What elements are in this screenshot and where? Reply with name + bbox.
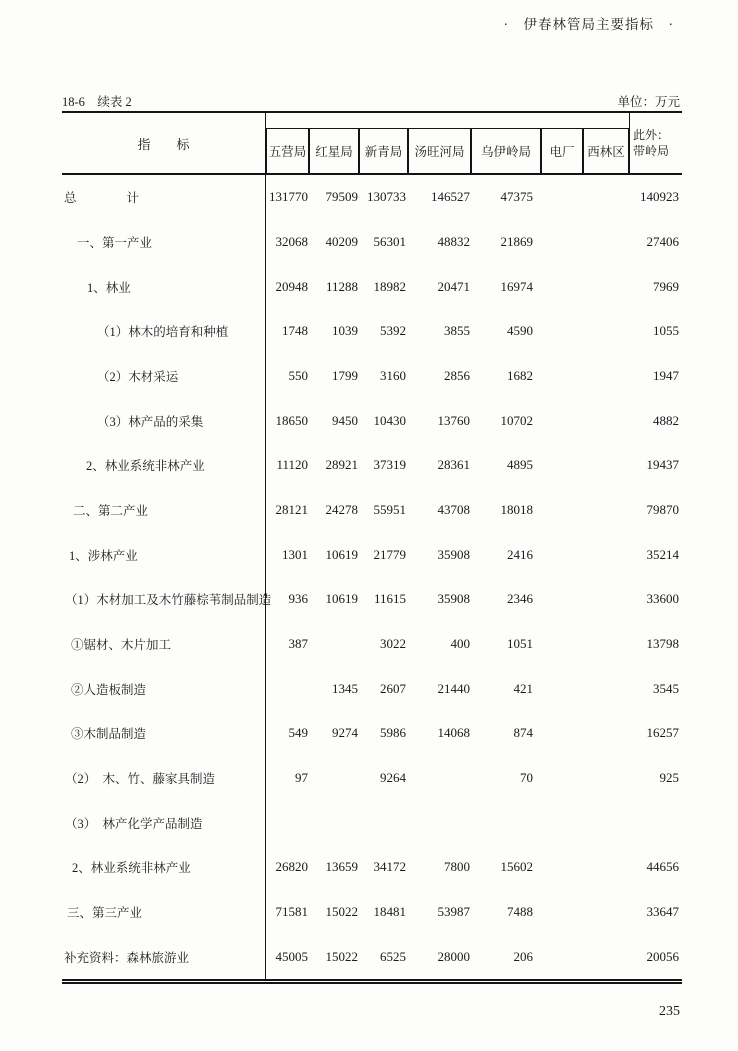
value-cell: 18650	[275, 412, 308, 428]
value-cell: 130733	[367, 189, 406, 205]
value-cell	[541, 532, 583, 577]
row-label: 一、第一产业	[62, 220, 266, 265]
table-row	[62, 756, 682, 801]
value-cell: 874	[513, 725, 533, 741]
value-cell: 140923	[640, 189, 679, 205]
value-cell	[541, 443, 583, 488]
value-cell: 2346	[507, 591, 533, 607]
value-cell: 18481	[373, 904, 406, 920]
column-header-cells	[266, 128, 629, 173]
value-cell: 9274	[332, 725, 358, 741]
table-row	[62, 398, 682, 443]
value-cell: 7969	[653, 278, 679, 294]
extra-column-header	[629, 113, 682, 173]
value-cell: 13798	[646, 636, 679, 652]
value-cell: 1947	[653, 368, 679, 384]
row-label: ③木制品制造	[62, 711, 266, 756]
row-label: ①锯材、木片加工	[62, 622, 266, 667]
value-cell	[583, 443, 629, 488]
table-row	[62, 175, 682, 220]
row-label: （2） 木、竹、藤家具制造	[62, 756, 266, 801]
value-cell	[629, 800, 682, 845]
row-label: 二、第二产业	[62, 488, 266, 533]
value-cell: 18018	[500, 502, 533, 518]
column-header: 新青局	[359, 128, 408, 173]
value-cell: 24278	[325, 502, 358, 518]
column-header: 乌伊岭局	[471, 128, 541, 173]
table-row	[62, 577, 682, 622]
value-cell: 44656	[646, 859, 679, 875]
value-cell	[541, 577, 583, 622]
value-cell: 550	[288, 368, 308, 384]
value-cell: 3160	[380, 368, 406, 384]
column-header: 西林区	[583, 128, 629, 173]
value-cell: 1799	[332, 368, 358, 384]
column-header: 电厂	[541, 128, 583, 173]
value-cell	[541, 398, 583, 443]
value-cell: 7488	[507, 904, 533, 920]
value-cell: 421	[513, 680, 533, 696]
value-cell: 9264	[380, 770, 406, 786]
value-cell: 1301	[282, 546, 308, 562]
header-spacer-strip	[266, 113, 629, 128]
value-cell: 1055	[653, 323, 679, 339]
value-cell	[583, 890, 629, 935]
value-cell: 400	[450, 636, 470, 652]
value-cell: 37319	[373, 457, 406, 473]
value-cell: 71581	[275, 904, 308, 920]
row-label: （1）林木的培育和种植	[62, 309, 266, 354]
table-row	[62, 443, 682, 488]
value-cell: 15022	[325, 904, 358, 920]
value-cell: 11120	[276, 457, 308, 473]
row-label: 1、涉林产业	[62, 532, 266, 577]
value-cell	[583, 845, 629, 890]
value-cell: 1682	[507, 368, 533, 384]
value-cell: 549	[288, 725, 308, 741]
value-cell	[541, 845, 583, 890]
value-cell	[583, 800, 629, 845]
value-cell: 47375	[500, 189, 533, 205]
value-cell: 146527	[431, 189, 470, 205]
value-cell	[541, 890, 583, 935]
table-row	[62, 309, 682, 354]
column-header: 红星局	[309, 128, 359, 173]
value-cell	[583, 488, 629, 533]
value-cell: 2416	[507, 546, 533, 562]
value-cell: 131770	[269, 189, 308, 205]
value-cell: 4895	[507, 457, 533, 473]
value-cell: 5986	[380, 725, 406, 741]
value-cell: 6525	[380, 948, 406, 964]
value-cell: 206	[513, 948, 533, 964]
value-cell	[583, 354, 629, 399]
row-label: 三、第三产业	[62, 890, 266, 935]
table-row	[62, 666, 682, 711]
value-cell	[541, 666, 583, 711]
table-row	[62, 532, 682, 577]
value-cell: 27406	[646, 234, 679, 249]
value-cell: 1051	[507, 636, 533, 652]
value-cell	[541, 622, 583, 667]
value-cell: 35908	[437, 591, 470, 607]
table-row	[62, 220, 682, 265]
value-cell	[583, 175, 629, 220]
value-cell: 34172	[373, 859, 406, 875]
value-cell: 3022	[380, 636, 406, 652]
value-cell: 32068	[275, 234, 308, 249]
value-cell: 28921	[325, 457, 358, 473]
value-cell: 16257	[646, 725, 679, 741]
value-cell: 2607	[380, 680, 406, 696]
value-cell: 11615	[373, 591, 406, 607]
table-body	[62, 175, 682, 979]
value-cell: 1748	[282, 323, 308, 339]
row-label: 2、林业系统非林产业	[62, 443, 266, 488]
table-row	[62, 264, 682, 309]
extra-header-line2: 带岭局	[633, 144, 670, 158]
extra-header-line1: 此外：	[633, 127, 670, 142]
value-cell: 15022	[325, 948, 358, 964]
table-row	[62, 934, 682, 979]
value-cell: 33647	[646, 904, 679, 920]
value-cell: 70	[520, 770, 533, 786]
column-header-area	[266, 113, 629, 173]
value-cell: 21440	[437, 680, 470, 696]
value-cell: 4590	[507, 323, 533, 339]
value-cell	[408, 800, 471, 845]
value-cell	[583, 934, 629, 979]
table-header	[62, 113, 682, 175]
value-cell	[408, 756, 471, 801]
row-label: 补充资料：森林旅游业	[62, 934, 266, 979]
value-cell: 1039	[332, 323, 358, 339]
value-cell: 14068	[437, 725, 470, 741]
table-row	[62, 890, 682, 935]
value-cell	[583, 577, 629, 622]
value-cell	[583, 532, 629, 577]
value-cell: 936	[288, 591, 308, 607]
value-cell	[266, 800, 309, 845]
table-number-label: 18-6 续表 2	[62, 95, 132, 109]
indicator-table	[62, 111, 682, 984]
value-cell	[541, 175, 583, 220]
value-cell	[583, 398, 629, 443]
value-cell: 33600	[646, 591, 679, 607]
value-cell: 55951	[373, 502, 406, 518]
value-cell: 18982	[373, 278, 406, 294]
value-cell: 20471	[437, 278, 470, 294]
value-cell: 1345	[332, 680, 358, 696]
value-cell	[541, 309, 583, 354]
value-cell: 40209	[325, 234, 358, 249]
value-cell: 26820	[275, 859, 308, 875]
unit-label: 单位：万元	[617, 95, 680, 109]
row-label: （3）林产品的采集	[62, 398, 266, 443]
table-row	[62, 354, 682, 399]
value-cell	[583, 622, 629, 667]
row-label: 总 计	[62, 175, 266, 220]
value-cell: 79870	[646, 502, 679, 518]
running-head: · 伊春林管局主要指标 ·	[503, 17, 674, 32]
value-cell	[541, 800, 583, 845]
row-label: ②人造板制造	[62, 666, 266, 711]
column-header: 五营局	[266, 128, 309, 173]
value-cell: 16974	[500, 278, 533, 294]
value-cell	[583, 264, 629, 309]
value-cell	[309, 756, 359, 801]
value-cell	[583, 666, 629, 711]
row-label: 1、林业	[62, 264, 266, 309]
value-cell	[359, 800, 408, 845]
value-cell	[471, 800, 541, 845]
value-cell	[266, 666, 309, 711]
value-cell: 35214	[646, 546, 679, 562]
value-cell: 28121	[275, 502, 308, 518]
value-cell: 10702	[500, 412, 533, 428]
value-cell: 11288	[325, 278, 358, 294]
page-number: 235	[659, 1004, 680, 1019]
table-row	[62, 711, 682, 756]
table-row	[62, 800, 682, 845]
row-label: （1）木材加工及木竹藤棕苇制品制造	[62, 577, 266, 622]
table-caption-row	[62, 92, 680, 110]
table-row	[62, 845, 682, 890]
value-cell	[541, 756, 583, 801]
table-row	[62, 488, 682, 533]
value-cell: 19437	[646, 457, 679, 473]
value-cell: 21779	[373, 546, 406, 562]
value-cell: 28361	[437, 457, 470, 473]
row-label: 2、林业系统非林产业	[62, 845, 266, 890]
indicator-stub-header: 指 标	[62, 113, 266, 173]
value-cell: 43708	[437, 502, 470, 518]
value-cell	[309, 800, 359, 845]
value-cell: 53987	[437, 904, 470, 920]
value-cell: 97	[295, 770, 308, 786]
value-cell: 21869	[500, 234, 533, 249]
value-cell	[541, 354, 583, 399]
value-cell	[541, 488, 583, 533]
value-cell	[583, 220, 629, 265]
value-cell: 13659	[325, 859, 358, 875]
value-cell: 10619	[325, 591, 358, 607]
value-cell: 15602	[500, 859, 533, 875]
value-cell	[541, 711, 583, 756]
value-cell: 20948	[275, 278, 308, 294]
row-label: （3） 林产化学产品制造	[62, 800, 266, 845]
value-cell: 5392	[380, 323, 406, 339]
value-cell: 56301	[373, 234, 406, 249]
value-cell	[541, 934, 583, 979]
row-label: （2）木材采运	[62, 354, 266, 399]
value-cell	[583, 756, 629, 801]
value-cell: 387	[288, 636, 308, 652]
value-cell: 3545	[653, 680, 679, 696]
value-cell: 48832	[437, 234, 470, 249]
value-cell	[541, 264, 583, 309]
column-header: 汤旺河局	[408, 128, 471, 173]
value-cell	[541, 220, 583, 265]
value-cell: 20056	[646, 948, 679, 964]
value-cell: 925	[659, 770, 679, 786]
value-cell: 35908	[437, 546, 470, 562]
value-cell: 28000	[437, 948, 470, 964]
value-cell	[583, 309, 629, 354]
value-cell: 9450	[332, 412, 358, 428]
value-cell: 7800	[444, 859, 470, 875]
value-cell: 79509	[325, 189, 358, 205]
value-cell: 13760	[437, 412, 470, 428]
value-cell: 3855	[444, 323, 470, 339]
value-cell	[583, 711, 629, 756]
value-cell: 10619	[325, 546, 358, 562]
value-cell	[309, 622, 359, 667]
table-row	[62, 622, 682, 667]
value-cell: 2856	[444, 368, 470, 384]
value-cell: 4882	[653, 412, 679, 428]
value-cell: 45005	[275, 948, 308, 964]
value-cell: 10430	[373, 412, 406, 428]
